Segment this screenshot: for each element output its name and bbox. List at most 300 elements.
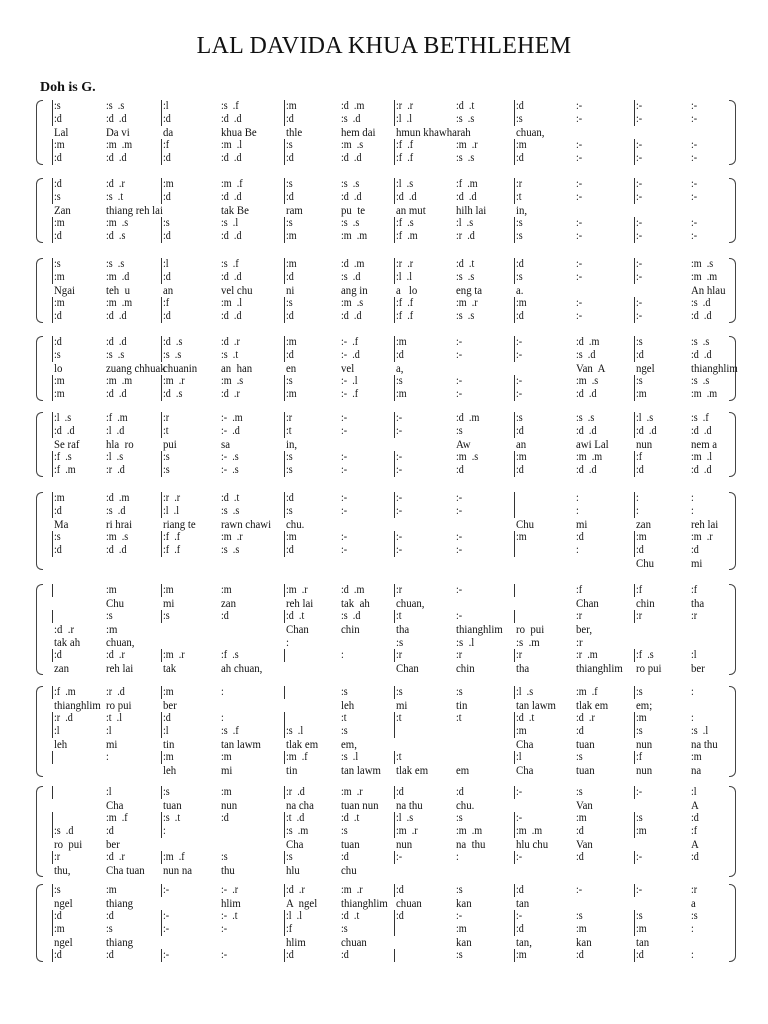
bar-line bbox=[52, 139, 53, 152]
note-cell: :d .d bbox=[106, 113, 127, 125]
note-cell: :- .f bbox=[341, 388, 359, 400]
note-cell: :s .s bbox=[576, 412, 595, 424]
note-cell: :d bbox=[163, 152, 171, 164]
bar-line bbox=[284, 712, 285, 725]
note-cell: :m bbox=[516, 139, 527, 151]
note-cell: :s bbox=[163, 610, 170, 622]
lyric-line bbox=[36, 864, 736, 877]
lyric-cell: thianghlim bbox=[456, 622, 503, 636]
note-cell: :s .d bbox=[341, 113, 361, 125]
bar-line bbox=[514, 271, 515, 284]
bar-line bbox=[284, 584, 285, 597]
note-cell: :d .d bbox=[576, 464, 597, 476]
bar-line bbox=[634, 544, 635, 557]
note-cell: :s bbox=[341, 686, 348, 698]
bar-line bbox=[284, 271, 285, 284]
note-cell: :- bbox=[396, 412, 403, 424]
note-cell: :s bbox=[636, 336, 643, 348]
bar-line bbox=[52, 425, 53, 438]
lyric-cell: ber bbox=[106, 837, 120, 851]
solfa-line bbox=[36, 113, 736, 126]
note-cell: :m .s bbox=[106, 217, 129, 229]
note-cell: :d bbox=[286, 152, 294, 164]
note-cell: :m bbox=[396, 336, 407, 348]
note-cell: :m bbox=[576, 923, 587, 935]
lyric-cell: Zan bbox=[54, 203, 71, 217]
note-cell: :s bbox=[516, 271, 523, 283]
note-cell: :d bbox=[163, 230, 171, 242]
note-cell: :d .d bbox=[396, 191, 417, 203]
note-cell: :d .d bbox=[691, 310, 712, 322]
lyric-line bbox=[36, 597, 736, 610]
note-cell: :- bbox=[636, 217, 643, 229]
note-cell: :s bbox=[286, 297, 293, 309]
note-cell: :s .l bbox=[341, 751, 359, 763]
bar-line bbox=[394, 786, 395, 799]
note-cell: :r bbox=[516, 649, 523, 661]
note-cell: :- bbox=[396, 531, 403, 543]
note-cell: :- bbox=[636, 178, 643, 190]
note-cell: :s .d bbox=[106, 505, 126, 517]
lyric-cell: A bbox=[691, 798, 699, 812]
bar-line bbox=[52, 412, 53, 425]
bar-line bbox=[514, 884, 515, 897]
note-cell: :m bbox=[516, 297, 527, 309]
bar-line bbox=[52, 258, 53, 271]
note-cell: :d .d bbox=[106, 336, 127, 348]
lyric-cell: thianghlim bbox=[54, 698, 101, 712]
lyric-cell: tha bbox=[691, 596, 705, 610]
note-cell: :- bbox=[516, 388, 523, 400]
note-cell: :d bbox=[54, 310, 62, 322]
note-cell: :d bbox=[54, 505, 62, 517]
note-cell: :m .l bbox=[221, 139, 243, 151]
music-system bbox=[36, 334, 736, 403]
note-cell: :s bbox=[516, 113, 523, 125]
note-cell: :r .d bbox=[106, 686, 125, 698]
lyric-cell: mi bbox=[106, 737, 118, 751]
lyric-cell: ah chuan, bbox=[221, 661, 263, 675]
note-cell: :s .f bbox=[221, 258, 239, 270]
note-cell: :m .m bbox=[106, 375, 133, 387]
bar-line bbox=[284, 113, 285, 126]
note-cell: :m bbox=[106, 884, 117, 896]
note-cell: :- bbox=[691, 100, 698, 112]
bar-line bbox=[284, 751, 285, 764]
note-cell: :- bbox=[396, 464, 403, 476]
lyric-line bbox=[36, 518, 736, 531]
note-cell: :d .d bbox=[106, 544, 127, 556]
bar-line bbox=[514, 825, 515, 838]
bar-line bbox=[634, 812, 635, 825]
lyric-line bbox=[36, 636, 736, 649]
solfa-line bbox=[36, 152, 736, 165]
bar-line bbox=[161, 412, 162, 425]
note-cell: :m bbox=[286, 336, 297, 348]
music-system bbox=[36, 582, 736, 677]
music-system bbox=[36, 176, 736, 245]
note-cell: :r .r bbox=[163, 492, 181, 504]
note-cell: :d .t bbox=[516, 712, 535, 724]
note-cell: :m bbox=[286, 258, 297, 270]
bar-line bbox=[284, 464, 285, 477]
bar-line bbox=[634, 425, 635, 438]
bar-line bbox=[52, 544, 53, 557]
note-cell: :d bbox=[636, 949, 644, 961]
note-cell: :s bbox=[456, 812, 463, 824]
bar-line bbox=[514, 610, 515, 623]
note-cell: :- .r bbox=[221, 884, 239, 896]
solfa-line bbox=[36, 649, 736, 662]
note-cell: :s .t bbox=[106, 191, 124, 203]
lyric-cell: a bbox=[691, 896, 696, 910]
note-cell: :- bbox=[691, 113, 698, 125]
bar-line bbox=[161, 851, 162, 864]
solfa-line bbox=[36, 336, 736, 349]
bar-line bbox=[52, 851, 53, 864]
bar-line bbox=[394, 544, 395, 557]
solfa-line bbox=[36, 464, 736, 477]
solfa-line bbox=[36, 910, 736, 923]
bar-line bbox=[394, 610, 395, 623]
lyric-cell: thle bbox=[286, 125, 303, 139]
note-cell: :d .r bbox=[106, 649, 125, 661]
note-cell: :f bbox=[691, 584, 698, 596]
note-cell: :- bbox=[576, 258, 583, 270]
bar-line bbox=[634, 923, 635, 936]
bar-line bbox=[394, 310, 395, 323]
note-cell: :m .s bbox=[456, 451, 479, 463]
music-system bbox=[36, 684, 736, 779]
bar-line bbox=[634, 258, 635, 271]
bar-line bbox=[394, 412, 395, 425]
bar-line bbox=[634, 505, 635, 518]
lyric-cell: nun bbox=[636, 737, 653, 751]
lyric-cell: sa bbox=[221, 437, 230, 451]
bar-line bbox=[52, 310, 53, 323]
lyric-cell: zan bbox=[636, 517, 651, 531]
lyric-cell: tin bbox=[456, 698, 468, 712]
note-cell: : bbox=[106, 751, 109, 763]
bar-line bbox=[514, 923, 515, 936]
lyric-cell: an mut bbox=[396, 203, 426, 217]
note-cell: :- bbox=[576, 217, 583, 229]
note-cell: :d .d bbox=[221, 113, 242, 125]
note-cell: :m .l bbox=[221, 297, 243, 309]
bar-line bbox=[161, 584, 162, 597]
solfa-line bbox=[36, 139, 736, 152]
note-cell: :f .s bbox=[636, 649, 654, 661]
note-cell: :- .t bbox=[221, 910, 238, 922]
note-cell: :m .m bbox=[691, 388, 718, 400]
note-cell: :m bbox=[636, 531, 647, 543]
bar-line bbox=[161, 505, 162, 518]
note-cell: :f bbox=[636, 584, 643, 596]
note-cell: :d bbox=[163, 113, 171, 125]
bar-line bbox=[52, 388, 53, 401]
bar-line bbox=[514, 217, 515, 230]
note-cell: :d bbox=[636, 544, 644, 556]
lyric-cell: hlu chu bbox=[516, 837, 549, 851]
bar-line bbox=[161, 297, 162, 310]
bar-line bbox=[284, 451, 285, 464]
bar-line bbox=[634, 271, 635, 284]
note-cell: :s .f bbox=[691, 412, 709, 424]
bar-line bbox=[161, 786, 162, 799]
music-system bbox=[36, 256, 736, 325]
bar-line bbox=[52, 230, 53, 243]
note-cell: :m bbox=[456, 923, 467, 935]
note-cell: :- bbox=[341, 544, 348, 556]
note-cell: :s bbox=[163, 217, 170, 229]
bar-line bbox=[514, 531, 515, 544]
note-cell: :s .d bbox=[54, 825, 74, 837]
note-cell: :f bbox=[163, 297, 170, 309]
bar-line bbox=[394, 505, 395, 518]
bar-line bbox=[634, 178, 635, 191]
bar-line bbox=[161, 451, 162, 464]
bar-line bbox=[514, 725, 515, 738]
note-cell: :- bbox=[456, 492, 463, 504]
note-cell: :d bbox=[54, 230, 62, 242]
lyric-cell: Van A bbox=[576, 361, 606, 375]
note-cell: :s bbox=[286, 178, 293, 190]
bar-line bbox=[514, 492, 515, 505]
note-cell: :s .l bbox=[221, 217, 239, 229]
lyric-cell: ber bbox=[691, 661, 705, 675]
note-cell: :- bbox=[636, 139, 643, 151]
note-cell: :s bbox=[106, 610, 113, 622]
lyric-cell: vel chu bbox=[221, 283, 253, 297]
bar-line bbox=[161, 812, 162, 825]
note-cell: :l bbox=[54, 725, 60, 737]
note-cell: :- bbox=[636, 230, 643, 242]
bar-line bbox=[514, 505, 515, 518]
note-cell: :s bbox=[576, 751, 583, 763]
bar-line bbox=[284, 152, 285, 165]
solfa-line bbox=[36, 686, 736, 699]
lyric-cell: kan bbox=[456, 896, 472, 910]
bar-line bbox=[394, 949, 395, 962]
note-cell: :s .d bbox=[576, 349, 596, 361]
bar-line bbox=[52, 884, 53, 897]
note-cell: :r bbox=[163, 412, 170, 424]
bar-line bbox=[514, 544, 515, 557]
note-cell: :d .d bbox=[221, 230, 242, 242]
bar-line bbox=[284, 923, 285, 936]
lyric-line bbox=[36, 764, 736, 777]
lyric-cell: chin bbox=[341, 622, 360, 636]
bar-line bbox=[634, 851, 635, 864]
note-cell: : bbox=[221, 686, 224, 698]
bar-line bbox=[634, 725, 635, 738]
bar-line bbox=[514, 297, 515, 310]
solfa-line bbox=[36, 375, 736, 388]
note-cell: :l bbox=[106, 725, 112, 737]
bar-line bbox=[284, 825, 285, 838]
note-cell: :f .s bbox=[54, 451, 72, 463]
note-cell: :l .s bbox=[54, 412, 72, 424]
note-cell: :- bbox=[576, 113, 583, 125]
bar-line bbox=[394, 297, 395, 310]
note-cell: :s bbox=[163, 464, 170, 476]
lyric-cell: chu. bbox=[456, 798, 475, 812]
note-cell: :s .s bbox=[221, 505, 240, 517]
lyric-cell: Aw bbox=[456, 437, 471, 451]
note-cell: :- bbox=[456, 388, 463, 400]
note-cell: :d bbox=[636, 464, 644, 476]
lyric-cell: chuanin bbox=[163, 361, 198, 375]
bar-line bbox=[514, 812, 515, 825]
note-cell: :m bbox=[163, 686, 174, 698]
lyric-cell: zuang chhuak bbox=[106, 361, 166, 375]
bar-line bbox=[394, 375, 395, 388]
lyric-cell: tuan bbox=[576, 737, 595, 751]
note-cell: :s bbox=[516, 230, 523, 242]
bar-line bbox=[634, 712, 635, 725]
lyric-cell: hlim bbox=[286, 935, 306, 949]
solfa-line bbox=[36, 505, 736, 518]
note-cell: :s .l bbox=[691, 725, 709, 737]
lyric-cell: chuan, bbox=[106, 635, 135, 649]
bar-line bbox=[514, 230, 515, 243]
lyric-cell: Van bbox=[576, 798, 593, 812]
lyric-cell: An hlau bbox=[691, 283, 726, 297]
note-cell: :m bbox=[636, 923, 647, 935]
bar-line bbox=[634, 297, 635, 310]
lyric-cell: en bbox=[286, 361, 297, 375]
note-cell: :d .d bbox=[456, 191, 477, 203]
note-cell: :m bbox=[54, 271, 65, 283]
note-cell: :d bbox=[286, 113, 294, 125]
lyric-cell: reh lai bbox=[691, 517, 719, 531]
note-cell: :s bbox=[54, 191, 61, 203]
note-cell: :- .s bbox=[221, 464, 239, 476]
bar-line bbox=[514, 113, 515, 126]
note-cell: :- bbox=[456, 375, 463, 387]
bar-line bbox=[161, 100, 162, 113]
note-cell: :d bbox=[106, 825, 114, 837]
bar-line bbox=[634, 100, 635, 113]
bar-line bbox=[161, 113, 162, 126]
note-cell: :- bbox=[636, 310, 643, 322]
lyric-line bbox=[36, 126, 736, 139]
lyric-cell: eng ta bbox=[456, 283, 483, 297]
solfa-line bbox=[36, 544, 736, 557]
solfa-line bbox=[36, 100, 736, 113]
bar-line bbox=[161, 217, 162, 230]
note-cell: :d .d bbox=[576, 388, 597, 400]
note-cell: :s .m bbox=[286, 825, 309, 837]
bar-line bbox=[161, 258, 162, 271]
lyric-cell: thu bbox=[221, 863, 235, 877]
solfa-line bbox=[36, 412, 736, 425]
bar-line bbox=[284, 258, 285, 271]
note-cell: :s bbox=[286, 375, 293, 387]
bar-line bbox=[514, 712, 515, 725]
note-cell: :m bbox=[286, 388, 297, 400]
lyric-cell: reh lai bbox=[286, 596, 314, 610]
bar-line bbox=[52, 152, 53, 165]
note-cell: :t bbox=[396, 610, 402, 622]
note-cell: :m .m bbox=[106, 297, 133, 309]
note-cell: :r bbox=[54, 851, 61, 863]
note-cell: :r bbox=[691, 610, 698, 622]
note-cell: :t bbox=[396, 751, 402, 763]
note-cell: :- bbox=[691, 217, 698, 229]
bar-line bbox=[634, 139, 635, 152]
note-cell: : bbox=[636, 492, 639, 504]
note-cell: :m .r bbox=[163, 649, 185, 661]
lyric-cell: Chu bbox=[516, 517, 535, 531]
lyric-cell: teh u bbox=[106, 283, 131, 297]
lyric-cell: mi bbox=[221, 763, 233, 777]
lyric-cell: tlak em bbox=[396, 763, 429, 777]
note-cell: :- bbox=[636, 297, 643, 309]
note-cell: :m bbox=[163, 178, 174, 190]
bar-line bbox=[161, 649, 162, 662]
bar-line bbox=[634, 152, 635, 165]
note-cell: :- bbox=[576, 310, 583, 322]
note-cell: : bbox=[163, 825, 166, 837]
note-cell: : bbox=[691, 712, 694, 724]
lyric-cell: Chu bbox=[106, 596, 125, 610]
note-cell: :d bbox=[396, 349, 404, 361]
note-cell: :d bbox=[286, 349, 294, 361]
bar-line bbox=[284, 412, 285, 425]
bar-line bbox=[634, 217, 635, 230]
note-cell: :d .d bbox=[221, 191, 242, 203]
note-cell: : bbox=[636, 505, 639, 517]
note-cell: :d .t bbox=[341, 812, 360, 824]
bar-line bbox=[634, 451, 635, 464]
bar-line bbox=[394, 686, 395, 699]
bar-line bbox=[284, 649, 285, 662]
note-cell: :d bbox=[54, 336, 62, 348]
lyric-cell: hem dai bbox=[341, 125, 376, 139]
lyric-cell: hla ro bbox=[106, 437, 134, 451]
music-system bbox=[36, 882, 736, 964]
solfa-line bbox=[36, 310, 736, 323]
bar-line bbox=[394, 923, 395, 936]
note-cell: :m .r bbox=[286, 584, 308, 596]
lyric-cell: reh lai bbox=[106, 661, 134, 675]
note-cell: :- bbox=[396, 425, 403, 437]
note-cell: :d .r bbox=[286, 884, 305, 896]
note-cell: :- .d bbox=[341, 349, 360, 361]
bar-line bbox=[514, 751, 515, 764]
lyric-cell: ni bbox=[286, 283, 295, 297]
solfa-line bbox=[36, 949, 736, 962]
lyric-cell: ang in bbox=[341, 283, 368, 297]
note-cell: :m bbox=[221, 786, 232, 798]
bar-line bbox=[634, 412, 635, 425]
bar-line bbox=[52, 297, 53, 310]
note-cell: :s bbox=[106, 923, 113, 935]
note-cell: :d bbox=[456, 786, 464, 798]
note-cell: :m .r bbox=[163, 375, 185, 387]
note-cell: :- bbox=[456, 584, 463, 596]
lyric-cell: :d .r bbox=[54, 622, 75, 636]
note-cell: :s bbox=[341, 825, 348, 837]
note-cell: : bbox=[691, 686, 694, 698]
note-cell: :m bbox=[221, 584, 232, 596]
solfa-line bbox=[36, 425, 736, 438]
lyric-cell: ro pui bbox=[636, 661, 662, 675]
note-cell: :d bbox=[286, 544, 294, 556]
lyric-cell: a, bbox=[396, 361, 404, 375]
note-cell: :s .s bbox=[691, 375, 710, 387]
